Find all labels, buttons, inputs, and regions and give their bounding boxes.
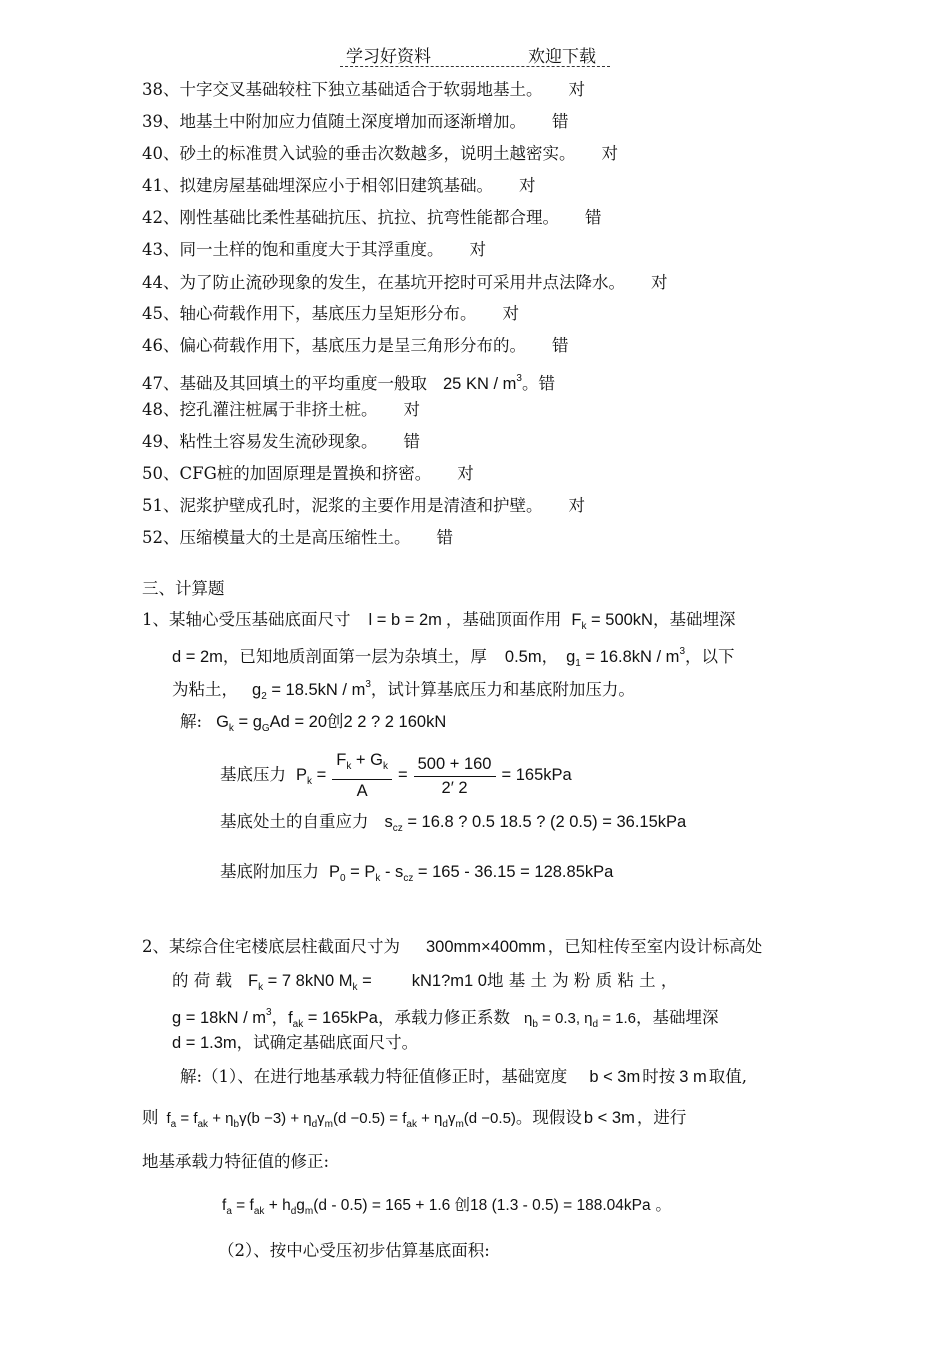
math-part: g [252, 681, 262, 699]
problem-text: 某轴心受压基础底面尺寸 [169, 610, 351, 629]
problem-text: ，试计算基底压力和基底附加压力。 [370, 680, 635, 699]
list-item [142, 527, 453, 549]
math-part: = 1.6 [598, 1010, 637, 1027]
math-sub: ak [253, 1206, 265, 1217]
math-expr: l = b = 2m [368, 611, 442, 629]
math-part: = 7 8kN0 M [263, 972, 353, 990]
math-part: (d - 0.5) = 165 + 1.6 创18 (1.3 - 0.5) = 188.04kPa [313, 1197, 651, 1214]
item-number: 44、 [142, 273, 180, 292]
problem-1-line-1 [142, 609, 735, 638]
math-part: = [397, 765, 408, 784]
math-part: = 165 - 36.15 = 128.85kPa [413, 863, 614, 881]
solution-text: 时按 [642, 1067, 676, 1086]
problem-text: ，承载力修正系数 [377, 1008, 510, 1027]
math-sub: cz [392, 823, 403, 834]
item-answer: 对 [601, 144, 618, 163]
list-item [142, 111, 569, 133]
math-sub: k [346, 761, 352, 772]
list-item [142, 175, 536, 197]
solution-2-step-2: （2）、按中心受压初步估算基底面积: [218, 1241, 490, 1260]
item-answer: 对 [457, 464, 474, 483]
math-part: Ad = 20创2 2 ? 2 160kN [269, 713, 447, 731]
item-number: 51、 [142, 496, 180, 515]
list-item [142, 207, 602, 229]
fraction-numerator [332, 749, 392, 780]
math-sub: b [233, 1119, 240, 1130]
list-item [142, 463, 474, 485]
item-answer: 错 [552, 112, 569, 131]
math-part: f [288, 1009, 293, 1027]
problem-text: 某综合住宅楼底层柱截面尺寸为 [169, 937, 400, 956]
solution-2-line-1 [180, 1066, 747, 1088]
math-expr: kN1?m1 0 [411, 972, 487, 990]
math-part: = 165kPa [303, 1009, 378, 1027]
header-left-text: 学习好资料 [346, 47, 431, 67]
item-number: 47、 [142, 374, 180, 393]
item-answer: 错 [436, 528, 453, 547]
problem-number: 1、 [142, 610, 169, 629]
problem-text: ，以下 [685, 647, 735, 666]
solution-1-step-1 [180, 711, 446, 740]
problem-2-line-1 [142, 936, 762, 958]
math-sub: k [258, 982, 264, 993]
problem-text: 的 荷 载 [172, 971, 232, 990]
item-text: 基础及其回填土的平均重度一般取 [179, 374, 427, 393]
list-item [142, 272, 668, 294]
solution-1-step-3 [220, 811, 686, 840]
problem-number: 2、 [142, 937, 169, 956]
math-part: G [216, 713, 229, 731]
math-expr [571, 611, 653, 632]
math-part: f [166, 1110, 171, 1127]
item-number: 46、 [142, 336, 180, 355]
item-text: 地基土中附加应力值随土深度增加而逐渐增加。 [179, 112, 526, 131]
math-part: = [312, 765, 327, 784]
math-sub: d [311, 1119, 318, 1130]
item-answer: 对 [469, 240, 486, 259]
fraction-denominator: A [356, 782, 368, 800]
math-expr [384, 813, 687, 834]
problem-text: ， [271, 1008, 289, 1027]
math-expr: b < 3m [583, 1109, 635, 1127]
math-expr [329, 863, 614, 884]
math-expr [222, 1197, 651, 1217]
math-part: = P [345, 863, 376, 881]
math-part: + G [351, 751, 383, 769]
math-expr [172, 1009, 272, 1027]
math-sub: b [532, 1019, 538, 1030]
item-number: 52、 [142, 528, 180, 547]
math-part: = 16.8kN / m [580, 648, 680, 666]
problem-text: 为粘土， [172, 680, 238, 699]
item-number: 50、 [142, 464, 180, 483]
list-item [142, 368, 555, 395]
item-text: 同一土样的饱和重度大于其浮重度。 [179, 240, 444, 259]
math-sub: k [352, 982, 358, 993]
problem-text: ，基础顶面作用 [445, 610, 562, 629]
problem-2-line-2 [172, 970, 677, 999]
item-text: 轴心荷载作用下，基底压力呈矩形分布。 [179, 304, 477, 323]
math-sub: ak [406, 1119, 417, 1130]
solution-text: 解:（1）、在进行地基承载力特征值修正时，基础宽度 [180, 1067, 568, 1086]
fraction-denominator: 2′ 2 [441, 778, 468, 797]
item-math-value [443, 375, 522, 393]
math-expr [216, 713, 447, 734]
problem-2-line-3 [172, 1002, 719, 1036]
item-text: 拟建房屋基础埋深应小于相邻旧建筑基础。 [179, 176, 493, 195]
math-part: g = 18kN / m [172, 1009, 266, 1027]
solution-1-step-2 [220, 749, 572, 806]
problem-text: ， [541, 647, 559, 666]
problem-1-line-3 [172, 674, 635, 708]
list-item [142, 239, 486, 261]
solution-1-step-4 [220, 861, 613, 890]
problem-text: ，已知地质剖面第一层为杂填土，厚 [222, 647, 487, 666]
math-sup: 3 [365, 679, 371, 690]
math-part: = 16.8 ? 0.5 18.5 ? (2 0.5) = 36.15kPa [402, 813, 687, 831]
math-expr [166, 1110, 516, 1130]
math-part: = f [231, 1197, 254, 1214]
math-part: = [357, 972, 372, 990]
list-item [142, 143, 618, 165]
math-part: η [523, 1010, 533, 1027]
item-text: 砂土的标准贯入试验的垂击次数越多，说明土越密实。 [179, 144, 576, 163]
list-item [142, 79, 585, 101]
math-sub: G [261, 723, 270, 734]
math-sub: ak [197, 1119, 209, 1130]
math-expr [248, 972, 372, 993]
math-expr: 0.5m [504, 648, 542, 666]
problem-text: ，基础埋深 [636, 1008, 719, 1027]
list-item [142, 335, 569, 357]
solution-text: 则 [142, 1108, 159, 1127]
math-expr: d = 2m [172, 648, 223, 666]
math-part: = 0.3, η [537, 1010, 593, 1027]
math-sub: d [592, 1019, 599, 1030]
solution-text: ，进行 [636, 1108, 687, 1127]
math-sup: 3 [679, 646, 685, 657]
math-expr [252, 679, 371, 702]
step-label: 基底附加压力 [220, 862, 319, 881]
math-expr [288, 1009, 378, 1030]
problem-text: ，已知柱传至室内设计标高处 [547, 937, 763, 956]
item-text: CFG桩的加固原理是置换和挤密。 [179, 464, 432, 483]
math-expr: 3 m [679, 1068, 707, 1086]
item-number: 45、 [142, 304, 180, 323]
math-part: F [571, 611, 582, 629]
item-answer: 对 [568, 496, 585, 515]
solution-2-line-3: 地基承载力特征值的修正: [142, 1152, 330, 1171]
math-part: γ [317, 1110, 325, 1127]
fraction [332, 749, 392, 802]
step-label: 基底处土的自重应力 [220, 812, 369, 831]
math-unit: KN / m [465, 375, 517, 393]
header-right-text: 欢迎下载 [528, 47, 596, 67]
problem-text: 地 基 土 为 粉 质 粘 土 ， [486, 971, 678, 990]
item-text: 粘性土容易发生流砂现象。 [179, 432, 378, 451]
math-part: F [248, 972, 259, 990]
item-answer: 。错 [521, 374, 555, 393]
math-part: = 500kN [586, 611, 653, 629]
item-answer: 对 [403, 400, 420, 419]
math-value: 25 [443, 375, 462, 393]
list-item [142, 399, 420, 421]
math-part: g [296, 1197, 305, 1214]
problem-1-line-2 [172, 641, 735, 675]
item-answer: 对 [502, 304, 519, 323]
math-part: - s [380, 863, 404, 881]
math-part: γ(b −3) + η [239, 1110, 312, 1127]
math-expr: d = 1.3m [172, 1034, 237, 1052]
item-answer: 错 [552, 336, 569, 355]
math-expr: b < 3m [589, 1068, 641, 1086]
fraction [414, 753, 496, 799]
math-sub: 1 [575, 658, 581, 669]
math-sub: a [170, 1119, 177, 1130]
problem-text: ，基础埋深 [652, 610, 736, 629]
section-title: 三、计算题 [142, 579, 225, 598]
math-sub: cz [403, 873, 414, 884]
math-exponent: 3 [516, 373, 522, 384]
math-part: = 165kPa [501, 765, 572, 784]
item-number: 43、 [142, 240, 180, 259]
problem-2-line-4 [172, 1032, 418, 1054]
math-sub: d [442, 1119, 448, 1130]
math-part: F [336, 751, 347, 769]
math-part: P [296, 765, 308, 784]
list-item [142, 495, 585, 517]
item-answer: 对 [519, 176, 536, 195]
solution-2-formula [222, 1194, 671, 1223]
math-sub: k [307, 775, 313, 787]
list-item [142, 431, 420, 453]
math-sub: m [304, 1206, 314, 1217]
math-part: s [384, 813, 393, 831]
item-answer: 对 [651, 273, 668, 292]
math-sub: m [455, 1119, 464, 1130]
solution-text: 取值, [708, 1067, 747, 1086]
item-text: 十字交叉基础较柱下独立基础适合于软弱地基土。 [179, 80, 543, 99]
solution-2-line-2 [142, 1107, 686, 1136]
math-part: γ [447, 1110, 456, 1127]
item-answer: 错 [585, 208, 602, 227]
math-sup: 3 [266, 1007, 272, 1018]
math-part: P [329, 863, 341, 881]
item-number: 38、 [142, 80, 180, 99]
math-part: g [566, 648, 576, 666]
math-sub: d [290, 1206, 297, 1217]
item-number: 49、 [142, 432, 180, 451]
math-part: (d −0.5) = f [333, 1110, 407, 1127]
item-answer: 错 [403, 432, 420, 451]
math-sub: k [228, 723, 234, 734]
item-number: 48、 [142, 400, 180, 419]
item-text: 泥浆护壁成孔时，泥浆的主要作用是清渣和护壁。 [179, 496, 543, 515]
step-label: 基底压力 [220, 764, 286, 784]
solution-label: 解: [180, 712, 203, 731]
math-expr: 300mm×400mm [426, 938, 546, 956]
math-sub: ak [292, 1019, 304, 1030]
math-sub: k [382, 761, 388, 772]
item-number: 41、 [142, 176, 180, 195]
math-sub: 2 [261, 691, 267, 702]
math-expr [566, 646, 685, 669]
item-text: 为了防止流砂现象的发生，在基坑开挖时可采用井点法降水。 [179, 273, 625, 292]
math-part: = 18.5kN / m [266, 681, 366, 699]
math-sub: a [226, 1206, 232, 1217]
math-sub: k [581, 621, 587, 632]
math-sub: m [324, 1119, 334, 1130]
math-sub: 0 [340, 873, 346, 884]
math-part: + η [208, 1110, 234, 1127]
list-item [142, 303, 519, 325]
item-text: 偏心荷载作用下，基底压力是呈三角形分布的。 [179, 336, 526, 355]
item-text: 挖孔灌注桩属于非挤土桩。 [179, 400, 378, 419]
math-expr [296, 751, 572, 800]
math-part: = g [233, 713, 262, 731]
math-expr [523, 1010, 637, 1030]
item-text: 刚性基础比柔性基础抗压、抗拉、抗弯性能都合理。 [179, 208, 559, 227]
math-part: = f [176, 1110, 198, 1127]
page-header [340, 40, 610, 67]
solution-text: 。 [650, 1196, 672, 1214]
fraction-numerator: 500 + 160 [414, 753, 496, 777]
item-number: 39、 [142, 112, 180, 131]
problem-text: ，试确定基础底面尺寸。 [236, 1033, 419, 1052]
item-text: 压缩模量大的土是高压缩性土。 [179, 528, 411, 547]
item-answer: 对 [568, 80, 585, 99]
math-part: f [222, 1197, 227, 1214]
math-sub: k [375, 873, 381, 884]
item-number: 40、 [142, 144, 180, 163]
math-part: + h [264, 1197, 291, 1214]
solution-text: 。现假设 [515, 1108, 582, 1127]
math-part: + η [416, 1110, 443, 1127]
item-number: 42、 [142, 208, 180, 227]
math-part: (d −0.5) [463, 1110, 516, 1127]
